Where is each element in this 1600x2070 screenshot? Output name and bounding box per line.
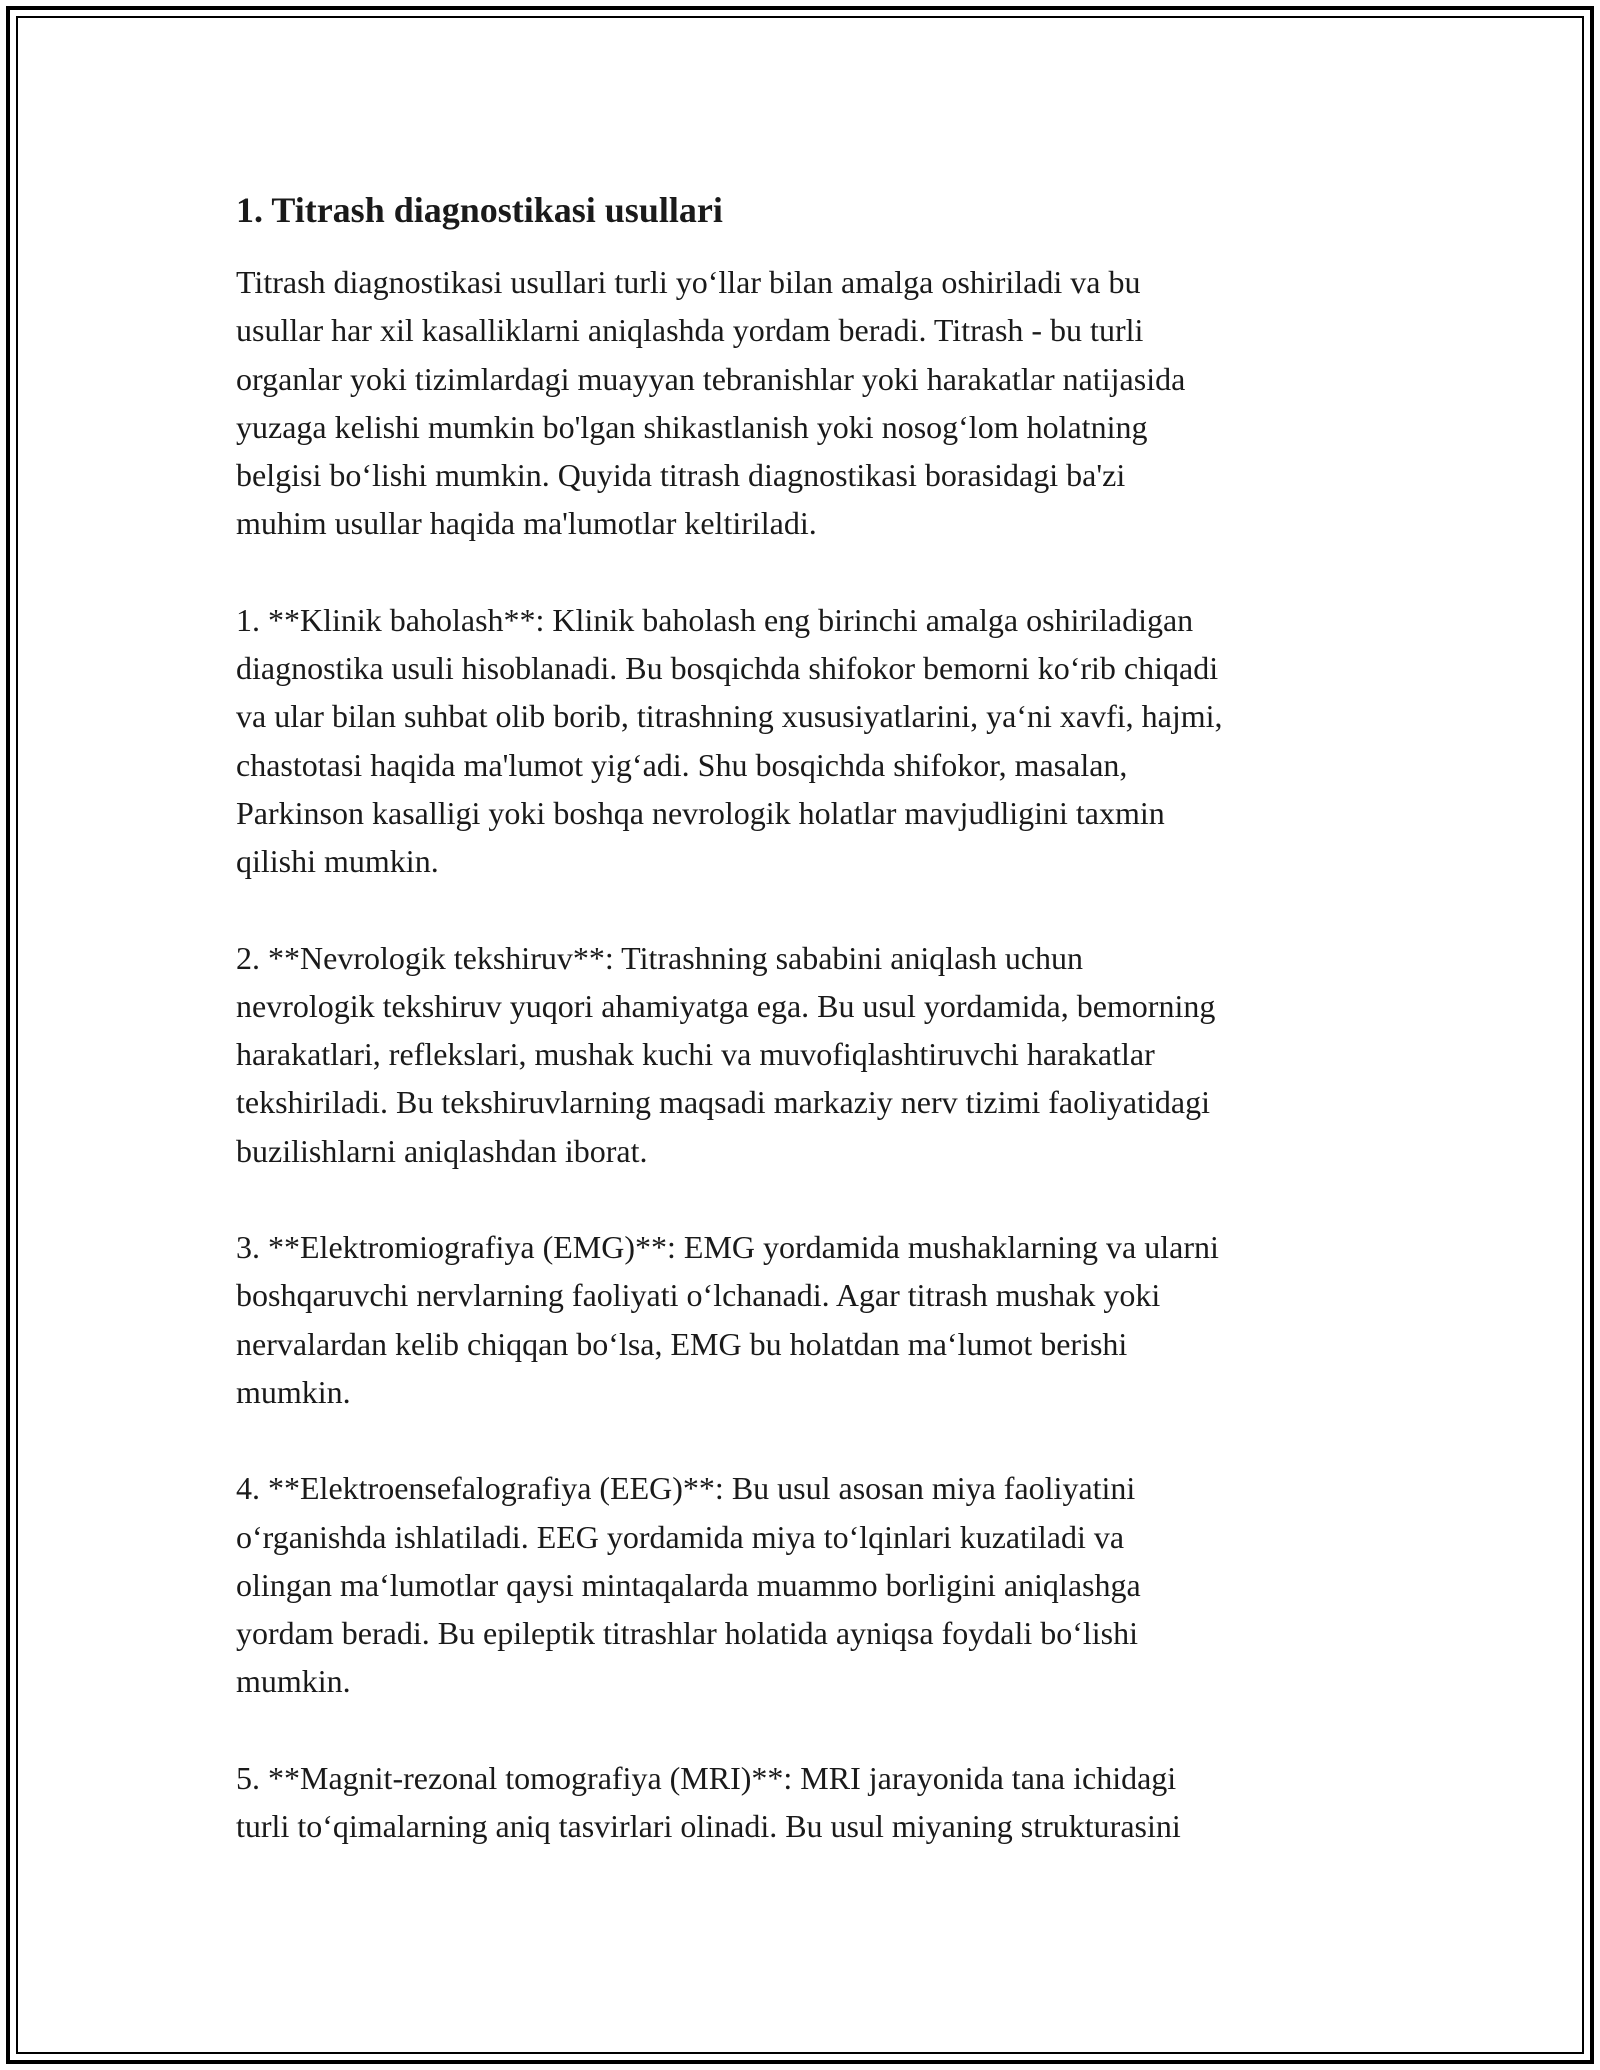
intro-paragraph: Titrash diagnostikasi usullari turli yo‘llar bilan amalga oshiriladi va bu usullar har xil kasalliklarni aniqlashda yordam beradi. Titrash - bu turli organlar yoki tizimlardagi muayyan tebranishlar yoki harakatlar natijasida yuzaga kelishi mumkin bo'lgan shikastlanish yoki nosog‘lom holatning belgisi bo‘lishi mumkin. Quyida titrash diagnostikasi borasidagi ba'zi muhim usullar haqida ma'lumotlar keltiriladi. [236,264,1186,542]
document-body [236,186,1376,1898]
method-mri: 5. **Magnit-rezonal tomografiya (MRI)**: MRI jarayonida tana ichidagi turli to‘qimalarning aniq tasvirlari olinadi. Bu usul miyaning strukturasini [236,1759,1181,1845]
method-eeg: 4. **Elektroensefalografiya (EEG)**: Bu usul asosan miya faoliyatini o‘rganishda ishlatiladi. EEG yordamida miya to‘lqinlari kuzatiladi va olingan ma‘lumotlar qaysi mintaqalarda muammo borligini aniqlashga yordam beradi. Bu epileptik titrashlar holatida ayniqsa foydali bo‘lishi mumkin. [236,1470,1141,1700]
method-klinik-baholash: 1. **Klinik baholash**: Klinik baholash eng birinchi amalga oshiriladigan diagnostika usuli hisoblanadi. Bu bosqichda shifokor bemorni ko‘rib chiqadi va ular bilan suhbat olib borib, titrashning xususiyatlarini, ya‘ni xavfi, hajmi, chastotasi haqida ma'lumot yig‘adi. Shu bosqichda shifokor, masalan, Parkinson kasalligi yoki boshqa nevrologik holatlar mavjudligini taxmin qilishi mumkin. [236,601,1223,880]
method-nevrologik-tekshiruv: 2. **Nevrologik tekshiruv**: Titrashning sababini aniqlash uchun nevrologik tekshiruv yuqori ahamiyatga ega. Bu usul yordamida, bemorning harakatlari, reflekslari, mushak kuchi va muvofiqlashtiruvchi harakatlar tekshiriladi. Bu tekshiruvlarning maqsadi markaziy nerv tizimi faoliyatidagi buzilishlarni aniqlashdan iborat. [236,939,1216,1169]
section-heading: 1. Titrash diagnostikasi usullari [236,190,723,230]
method-emg: 3. **Elektromiografiya (EMG)**: EMG yordamida mushaklarning va ularni boshqaruvchi nervlarning faoliyati o‘lchanadi. Agar titrash mushak yoki nervalardan kelib chiqqan bo‘lsa, EMG bu holatdan ma‘lumot berishi mumkin. [236,1229,1219,1410]
